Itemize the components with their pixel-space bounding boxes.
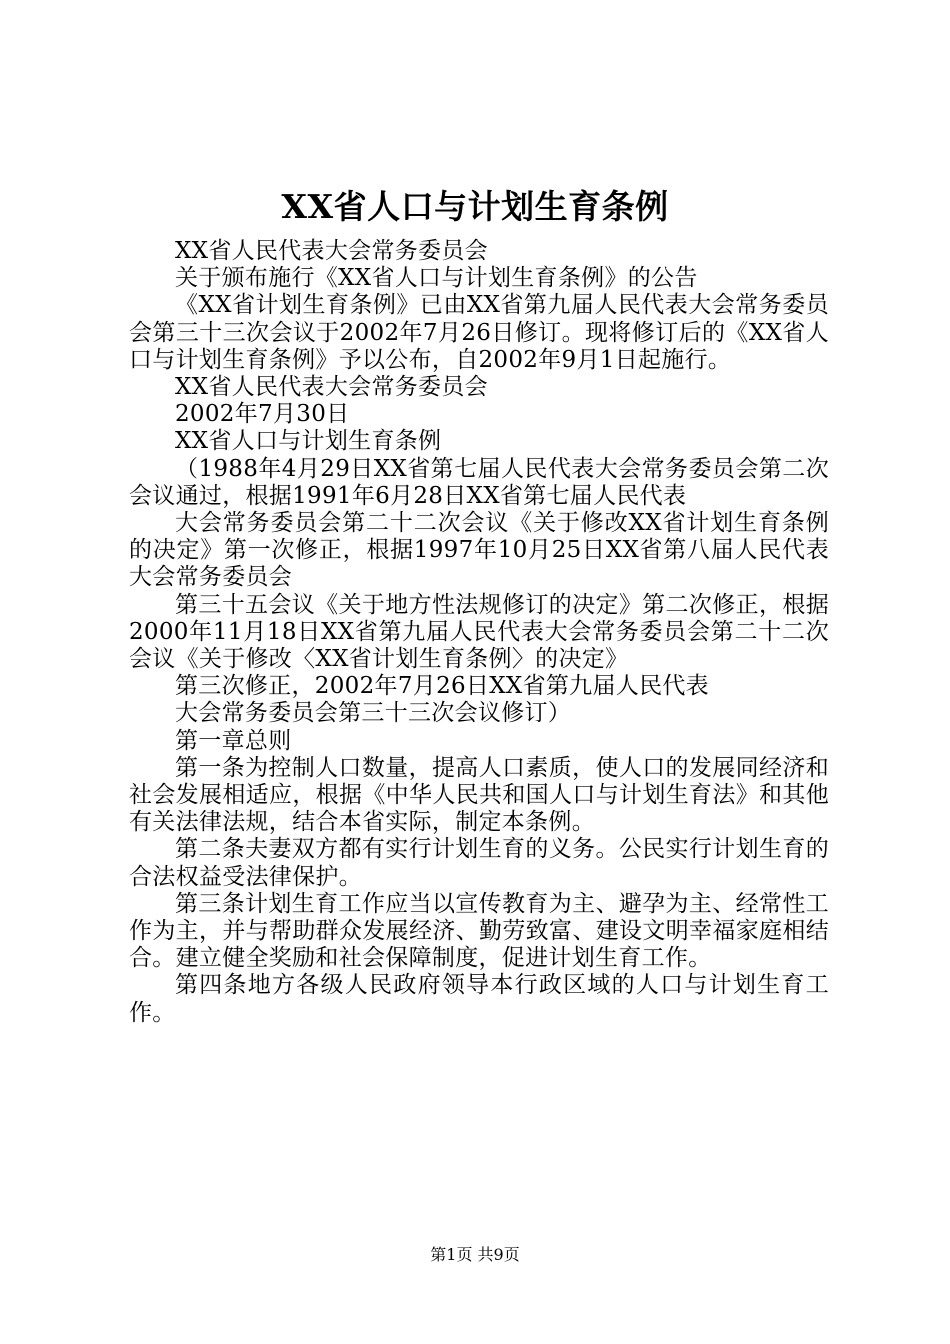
paragraph: 《XX省计划生育条例》已由XX省第九届人民代表大会常务委员会第三十三次会议于2002年7月26日修订。现将修订后的《XX省人口与计划生育条例》予以公布，自2002年9月1日起施行。 xyxy=(129,292,829,373)
paragraph: 第三次修正，2002年7月26日XX省第九届人民代表 xyxy=(175,673,709,700)
paragraph: 关于颁布施行《XX省人口与计划生育条例》的公告 xyxy=(175,265,698,292)
paragraph: 大会常务委员会第二十二次会议《关于修改XX省计划生育条例的决定》第一次修正，根据1997年10月25日XX省第八届人民代表大会常务委员会 xyxy=(129,510,829,591)
paragraph: XX省人民代表大会常务委员会 xyxy=(175,238,488,264)
paragraph: 大会常务委员会第三十三次会议修订） xyxy=(175,700,572,727)
article-paragraph: 第一条为控制人口数量，提高人口素质，使人口的发展同经济和社会发展相适应，根据《中华人民共和国人口与计划生育法》和其他有关法律法规，结合本省实际，制定本条例。 xyxy=(129,754,829,836)
article-paragraph: 第四条地方各级人民政府领导本行政区域的人口与计划生育工作。 xyxy=(129,972,829,1026)
paragraph: （1988年4月29日XX省第七届人民代表大会常务委员会第二次会议通过，根据1991年6月28日XX省第七届人民代表 xyxy=(129,455,829,509)
article-paragraph: 第二条夫妻双方都有实行计划生育的义务。公民实行计划生育的合法权益受法律保护。 xyxy=(129,836,829,890)
paragraph: XX省人口与计划生育条例 xyxy=(175,428,442,455)
article-paragraph: 第三条计划生育工作应当以宣传教育为主、避孕为主、经常性工作为主，并与帮助群众发展经济、勤劳致富、建设文明幸福家庭相结合。建立健全奖励和社会保障制度，促进计划生育工作。 xyxy=(129,890,829,972)
paragraph: XX省人民代表大会常务委员会 xyxy=(175,374,488,401)
paragraph: 第三十五会议《关于地方性法规修订的决定》第二次修正，根据2000年11月18日XX省第九届人民代表大会常务委员会第二十二次会议《关于修改〈XX省计划生育条例〉的决定》 xyxy=(129,591,829,673)
document-body xyxy=(129,238,829,1027)
document-title: XX省人口与计划生育条例 xyxy=(281,187,669,226)
chapter-heading: 第一章总则 xyxy=(175,727,292,754)
paragraph: 2002年7月30日 xyxy=(175,401,350,428)
page-footer: 第1页 共9页 xyxy=(430,1245,520,1264)
